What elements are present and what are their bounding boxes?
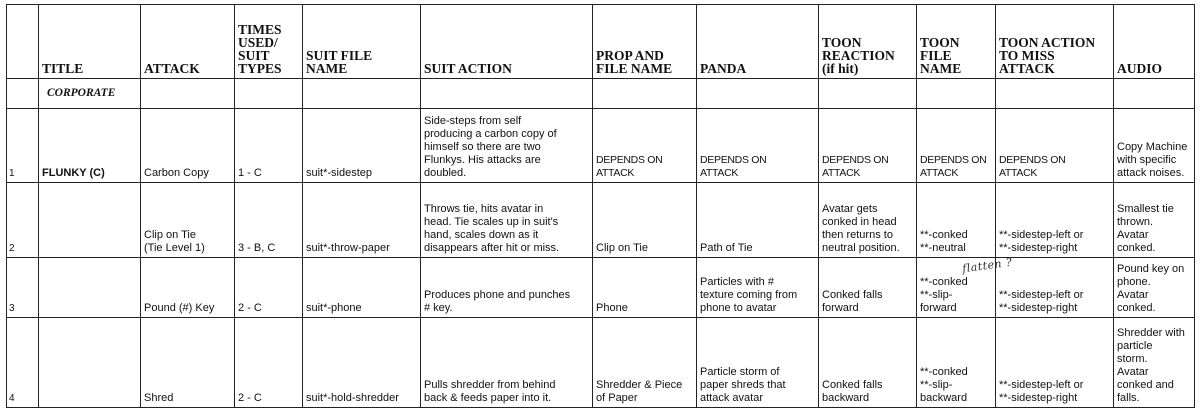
- empty-cell: [593, 79, 697, 109]
- empty-cell: [141, 79, 235, 109]
- row-audio: Smallest tie thrown. Avatar conked.: [1114, 183, 1195, 258]
- section-num-cell: [7, 79, 39, 109]
- row-audio: Copy Machine with specific attack noises.: [1114, 109, 1195, 183]
- row-attack: Clip on Tie (Tie Level 1): [141, 183, 235, 258]
- table-row: [7, 318, 1195, 408]
- section-label: CORPORATE: [39, 79, 141, 109]
- row-prop: Clip on Tie: [593, 183, 697, 258]
- row-panda: DEPENDS ON ATTACK: [697, 109, 819, 183]
- row-times-used: 2 - C: [235, 318, 303, 408]
- empty-cell: [819, 79, 917, 109]
- row-toon-reaction: Conked falls forward: [819, 258, 917, 318]
- row-toon-file: **-conked **-slip- forward: [917, 258, 996, 318]
- row-suit-action: Pulls shredder from behind back & feeds paper into it.: [421, 318, 593, 408]
- row-times-used: 2 - C: [235, 258, 303, 318]
- row-suit-file: suit*-sidestep: [303, 109, 421, 183]
- row-suit-action: Throws tie, hits avatar in head. Tie scales up in suit's hand, scales down as it disappears after hit or miss.: [421, 183, 593, 258]
- row-suit-action: Produces phone and punches # key.: [421, 258, 593, 318]
- header-row: [7, 5, 1195, 79]
- row-number: 1: [7, 109, 39, 183]
- row-title: [39, 183, 141, 258]
- row-audio: Pound key on phone. Avatar conked.: [1114, 258, 1195, 318]
- row-times-used: 3 - B, C: [235, 183, 303, 258]
- empty-cell: [697, 79, 819, 109]
- handwritten-note: flatten ?: [961, 255, 1014, 276]
- row-toon-miss: DEPENDS ON ATTACK: [996, 109, 1114, 183]
- row-toon-file: **-conked **-neutral: [917, 183, 996, 258]
- row-title: FLUNKY (C): [39, 109, 141, 183]
- header-suit-action: SUIT ACTION: [421, 5, 593, 79]
- section-row: [7, 79, 1195, 109]
- header-panda: PANDA: [697, 5, 819, 79]
- table-row: [7, 109, 1195, 183]
- row-attack: Pound (#) Key: [141, 258, 235, 318]
- empty-cell: [996, 79, 1114, 109]
- header-audio: AUDIO: [1114, 5, 1195, 79]
- header-prop-file-name: PROP AND FILE NAME: [593, 5, 697, 79]
- table-row: [7, 183, 1195, 258]
- header-suit-file-name: SUIT FILE NAME: [303, 5, 421, 79]
- empty-cell: [1114, 79, 1195, 109]
- row-number: 2: [7, 183, 39, 258]
- row-number: 3: [7, 258, 39, 318]
- attack-table: [6, 4, 1195, 408]
- header-toon-action-miss: TOON ACTION TO MISS ATTACK: [996, 5, 1114, 79]
- row-panda: Particles with # texture coming from phone to avatar: [697, 258, 819, 318]
- empty-cell: [421, 79, 593, 109]
- row-title: [39, 318, 141, 408]
- row-number: 4: [7, 318, 39, 408]
- row-toon-miss: **-sidestep-left or **-sidestep-right: [996, 258, 1114, 318]
- header-title: TITLE: [39, 5, 141, 79]
- row-toon-file: DEPENDS ON ATTACK: [917, 109, 996, 183]
- row-toon-miss: **-sidestep-left or **-sidestep-right: [996, 318, 1114, 408]
- row-suit-file: suit*-throw-paper: [303, 183, 421, 258]
- row-toon-miss: **-sidestep-left or **-sidestep-right: [996, 183, 1114, 258]
- row-title: [39, 258, 141, 318]
- table-row: [7, 258, 1195, 318]
- row-attack: Carbon Copy: [141, 109, 235, 183]
- row-attack: Shred: [141, 318, 235, 408]
- attack-spec-sheet: [6, 4, 1195, 408]
- header-attack: ATTACK: [141, 5, 235, 79]
- row-prop: Shredder & Piece of Paper: [593, 318, 697, 408]
- row-times-used: 1 - C: [235, 109, 303, 183]
- row-prop: Phone: [593, 258, 697, 318]
- row-suit-file: suit*-phone: [303, 258, 421, 318]
- row-panda: Path of Tie: [697, 183, 819, 258]
- row-toon-file: **-conked **-slip- backward: [917, 318, 996, 408]
- empty-cell: [917, 79, 996, 109]
- row-toon-reaction: Avatar gets conked in head then returns to neutral position.: [819, 183, 917, 258]
- row-toon-reaction: Conked falls backward: [819, 318, 917, 408]
- header-times-used: TIMES USED/ SUIT TYPES: [235, 5, 303, 79]
- header-toon-reaction: TOON REACTION (if hit): [819, 5, 917, 79]
- header-num: [7, 5, 39, 79]
- row-prop: DEPENDS ON ATTACK: [593, 109, 697, 183]
- empty-cell: [235, 79, 303, 109]
- row-audio: Shredder with particle storm. Avatar conked and falls.: [1114, 318, 1195, 408]
- row-suit-file: suit*-hold-shredder: [303, 318, 421, 408]
- row-panda: Particle storm of paper shreds that attack avatar: [697, 318, 819, 408]
- header-toon-file-name: TOON FILE NAME: [917, 5, 996, 79]
- row-toon-reaction: DEPENDS ON ATTACK: [819, 109, 917, 183]
- empty-cell: [303, 79, 421, 109]
- row-suit-action: Side-steps from self producing a carbon copy of himself so there are two Flunkys. His attacks are doubled.: [421, 109, 593, 183]
